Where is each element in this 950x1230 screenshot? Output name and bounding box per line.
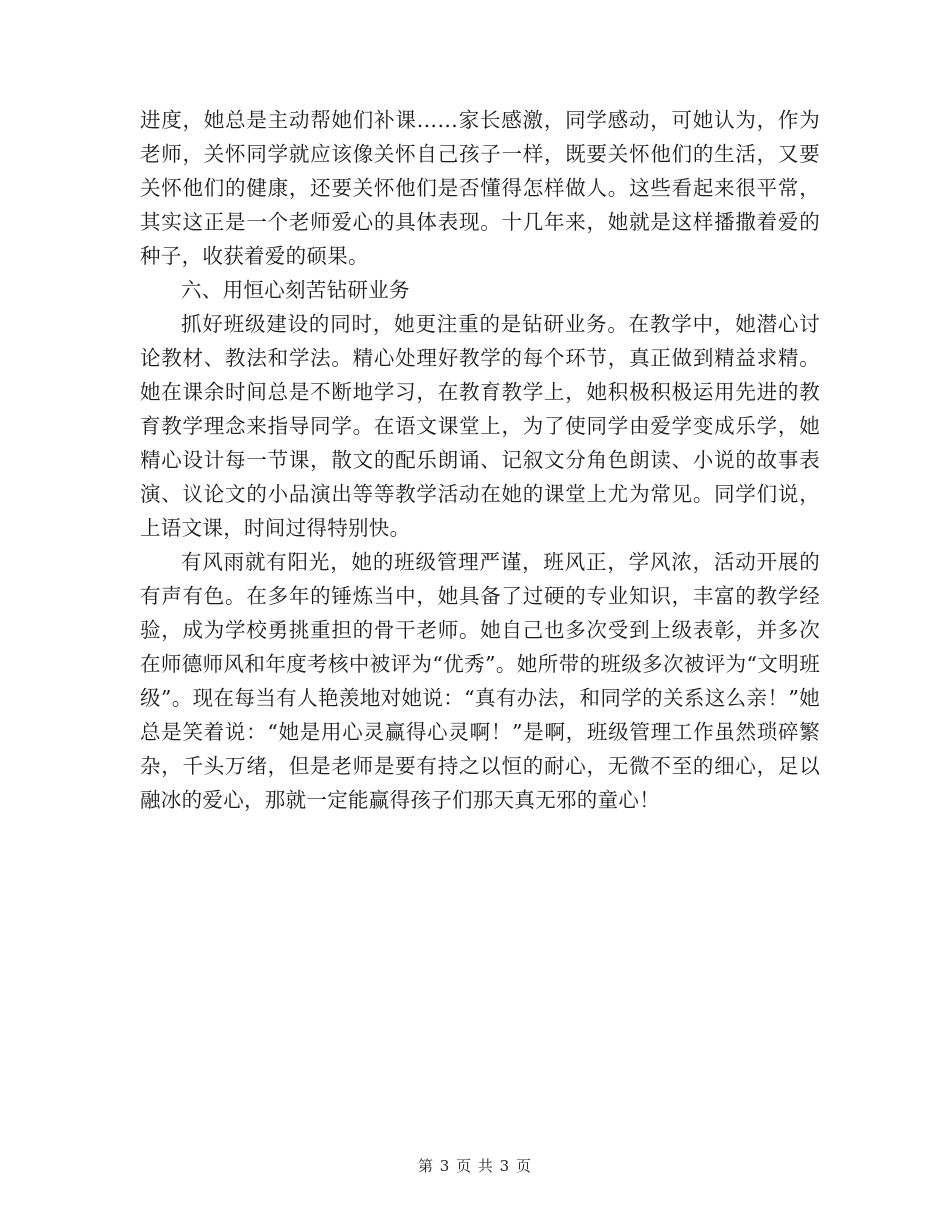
paragraph-continuation: 进度，她总是主动帮她们补课……家长感激，同学感动，可她认为，作为老师，关怀同学就应该像关怀自己孩子一样，既要关怀他们的生活，又要关怀他们的健康，还要关怀他们是否懂得怎样做人。这些看起来很平常，其实这正是一个老师爱心的具体表现。十几年来，她就是这样播撒着爱的种子，收获着爱的硕果。 [140,108,820,268]
paragraph-achievements: 有风雨就有阳光，她的班级管理严谨，班风正，学风浓，活动开展的有声有色。在多年的锤炼当中，她具备了过硬的专业知识，丰富的教学经验，成为学校勇挑重担的骨干老师。她自己也多次受到上级表彰，并多次在师德师风和年度考核中被评为“优秀”。她所带的班级多次被评为“文明班级”。现在每当有人艳羡地对她说：“真有办法，和同学的关系这么亲！”她总是笑着说：“她是用心灵赢得心灵啊！”是啊，班级管理工作虽然琐碎繁杂，千头万绪，但是老师是要有持之以恒的耐心，无微不至的细心，足以融冰的爱心，那就一定能赢得孩子们那天真无邪的童心！ [140,550,820,812]
document-body [140,103,820,817]
page-number-footer: 第 3 页 共 3 页 [418,1157,532,1175]
section-heading: 六、用恒心刻苦钻研业务 [181,278,410,302]
paragraph-research: 抓好班级建设的同时，她更注重的是钻研业务。在教学中，她潜心讨论教材、教法和学法。精心处理好教学的每个环节，真正做到精益求精。她在课余时间总是不断地学习，在教育教学上，她积极积极运用先进的教育教学理念来指导同学。在语文课堂上，为了使同学由爱学变成乐学，她精心设计每一节课，散文的配乐朗诵、记叙文分角色朗读、小说的故事表演、议论文的小品演出等等教学活动在她的课堂上尤为常见。同学们说，上语文课，时间过得特别快。 [140,312,820,540]
